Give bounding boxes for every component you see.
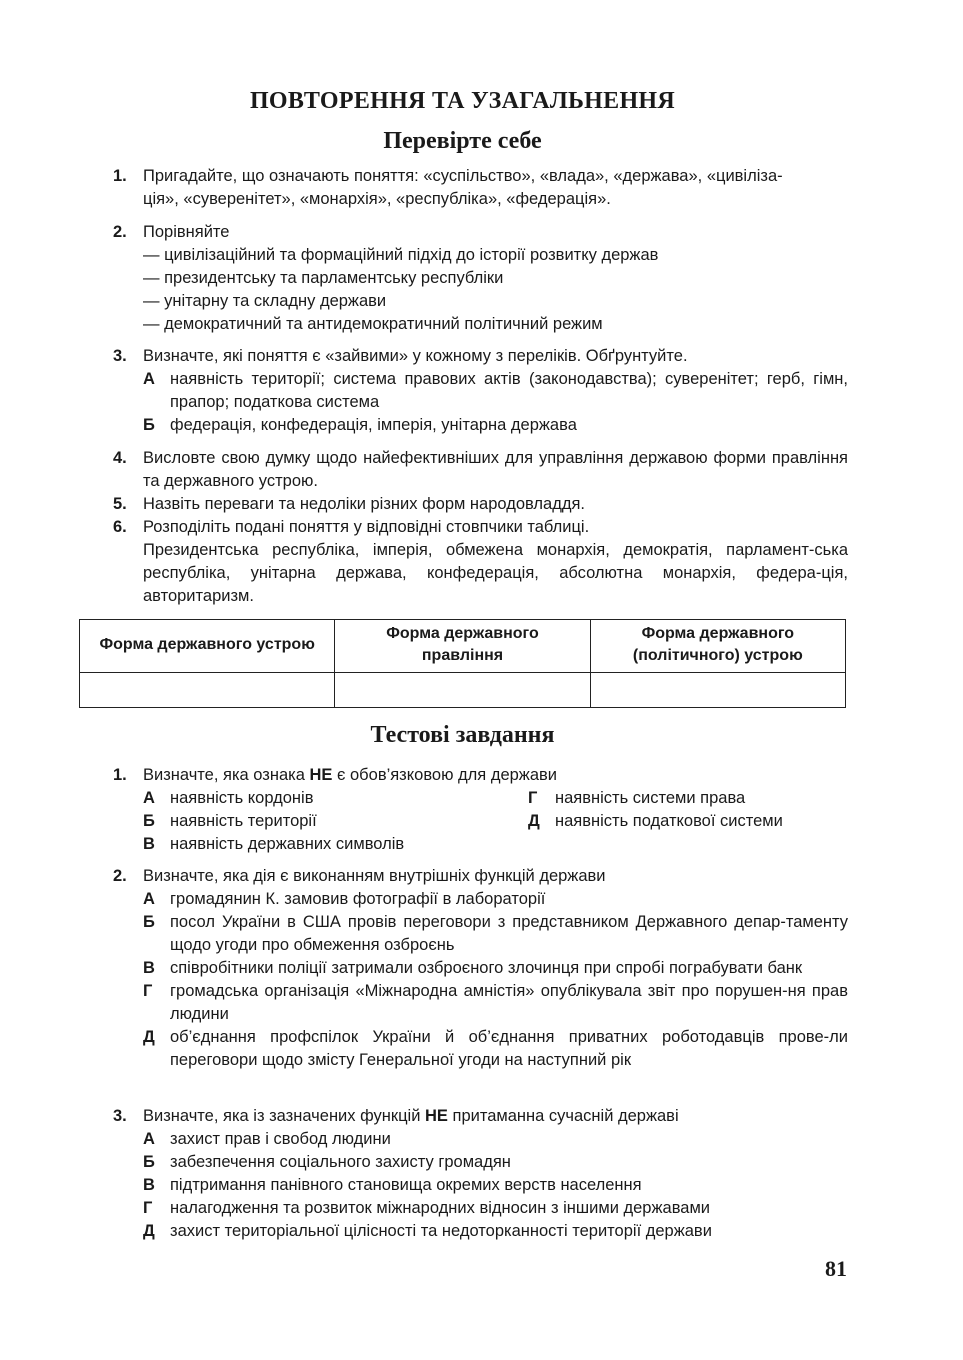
question-number: 2. bbox=[113, 223, 127, 241]
check-question-5 bbox=[113, 493, 848, 516]
option-letter: Б bbox=[143, 416, 155, 434]
answer-option bbox=[143, 888, 848, 911]
question-text-line: — унітарну та складну держави bbox=[143, 292, 387, 310]
option-letter: В bbox=[143, 835, 155, 853]
option-letter: А bbox=[143, 789, 155, 807]
option-letter: Д bbox=[143, 1222, 155, 1240]
answer-option bbox=[143, 1220, 848, 1243]
option-text: об’єднання профспілок України й об’єднання приватних роботодавців прове-ли переговори щодо змісту Генеральної угоди на наступний рік bbox=[170, 1028, 848, 1069]
table-cell bbox=[590, 673, 845, 708]
option-letter: Г bbox=[528, 789, 538, 807]
check-question-4 bbox=[113, 447, 848, 493]
question-number: 1. bbox=[113, 167, 127, 185]
test-question-2 bbox=[113, 865, 848, 1072]
option-letter: А bbox=[143, 370, 155, 388]
option-text: наявність державних символів bbox=[170, 835, 405, 853]
question-text: Визначте, яка дія є виконанням внутрішніх функцій держави bbox=[143, 867, 606, 885]
answer-option bbox=[143, 414, 848, 437]
question-text: Визначте, яка ознака НЕ є обов’язковою для держави bbox=[143, 766, 557, 784]
option-letter: Г bbox=[143, 1199, 153, 1217]
check-question-2 bbox=[113, 221, 848, 336]
option-text: громадська організація «Міжнародна амністія» опублікувала звіт про порушен-ня прав людини bbox=[170, 982, 848, 1023]
option-text: захист територіальної цілісності та недоторканності території держави bbox=[170, 1222, 712, 1240]
option-letter: Д bbox=[143, 1028, 155, 1046]
option-letter: В bbox=[143, 959, 155, 977]
table-cell bbox=[80, 673, 335, 708]
option-text: громадянин К. замовив фотографії в лабораторії bbox=[170, 890, 546, 908]
option-letter: А bbox=[143, 1130, 155, 1148]
check-question-1 bbox=[113, 165, 848, 211]
option-text: підтримання панівного становища окремих верств населення bbox=[170, 1176, 642, 1194]
option-text: наявність території bbox=[170, 812, 317, 830]
section-title: ПОВТОРЕННЯ ТА УЗАГАЛЬНЕННЯ bbox=[249, 88, 676, 114]
answer-option bbox=[143, 1151, 848, 1174]
classification-table bbox=[79, 619, 846, 708]
option-letter: А bbox=[143, 890, 155, 908]
option-text: співробітники поліції затримали озброєного злочинця при спробі пограбувати банк bbox=[170, 959, 803, 977]
answer-option bbox=[143, 1174, 848, 1197]
check-question-6 bbox=[113, 516, 848, 608]
option-letter: Б bbox=[143, 913, 155, 931]
table-cell bbox=[335, 673, 590, 708]
table-row bbox=[80, 673, 846, 708]
table-header-cell: Форма державного (політичного) устрою bbox=[590, 620, 845, 673]
answer-option bbox=[143, 1197, 848, 1220]
question-text-line: Президентська республіка, імперія, обмежена монархія, демократія, парламент-ська республіка, унітарна держава, конфедерація, абсолютна монархія, федера-ція, авторитаризм. bbox=[143, 541, 848, 605]
question-text-line: — цивілізаційний та формаційний підхід до історії розвитку держав bbox=[143, 246, 659, 264]
option-letter: Д bbox=[528, 812, 540, 830]
option-text: федерація, конфедерація, імперія, унітарна держава bbox=[170, 416, 577, 434]
option-letter: В bbox=[143, 1176, 155, 1194]
question-text: Визначте, які поняття є «зайвими» у кожному з переліків. Обґрунтуйте. bbox=[143, 347, 688, 365]
test-question-3 bbox=[113, 1105, 848, 1243]
option-text: забезпечення соціального захисту громадян bbox=[170, 1153, 511, 1171]
answer-option bbox=[143, 957, 848, 980]
question-text: Висловте свою думку щодо найефективніших для управління державою форми правління та державного устрою. bbox=[143, 449, 848, 490]
question-text: Визначте, яка із зазначених функцій НЕ притаманна сучасній державі bbox=[143, 1107, 679, 1125]
answer-option bbox=[143, 787, 528, 810]
option-letter: Б bbox=[143, 812, 155, 830]
answer-option bbox=[143, 1026, 848, 1072]
check-yourself-title: Перевірте себе bbox=[383, 128, 542, 154]
test-question-1 bbox=[113, 764, 848, 856]
option-text: захист прав і свобод людини bbox=[170, 1130, 391, 1148]
question-number: 1. bbox=[113, 766, 127, 784]
answer-option bbox=[143, 1128, 848, 1151]
answer-option bbox=[143, 810, 528, 833]
question-text-line: Порівняйте bbox=[143, 223, 230, 241]
question-number: 3. bbox=[113, 1107, 127, 1125]
answer-option bbox=[143, 368, 848, 414]
question-text-line: ція», «суверенітет», «монархія», «республіка», «федерація». bbox=[143, 190, 611, 208]
option-text: наявність території; система правових актів (законодавства); суверенітет; герб, гімн, прапор; податкова система bbox=[170, 370, 848, 411]
answer-option bbox=[143, 833, 528, 856]
answer-option bbox=[143, 911, 848, 957]
table-header-cell: Форма державного устрою bbox=[80, 620, 335, 673]
answer-option bbox=[528, 787, 848, 810]
option-text: наявність податкової системи bbox=[555, 812, 783, 830]
check-question-3 bbox=[113, 345, 848, 437]
question-number: 6. bbox=[113, 518, 127, 536]
option-text: наявність кордонів bbox=[170, 789, 314, 807]
question-text-line: — президентську та парламентську республіки bbox=[143, 269, 504, 287]
table-header-row bbox=[80, 620, 846, 673]
question-number: 5. bbox=[113, 495, 127, 513]
question-number: 4. bbox=[113, 449, 127, 467]
page-number: 81 bbox=[825, 1256, 847, 1281]
question-text-line: Пригадайте, що означають поняття: «суспільство», «влада», «держава», «цивіліза- bbox=[143, 167, 783, 185]
answer-option bbox=[143, 980, 848, 1026]
tests-title: Тестові завдання bbox=[370, 722, 555, 748]
answer-option bbox=[528, 810, 848, 833]
option-letter: Б bbox=[143, 1153, 155, 1171]
question-text-line: — демократичний та антидемократичний політичний режим bbox=[143, 315, 603, 333]
option-letter: Г bbox=[143, 982, 153, 1000]
option-text: налагодження та розвиток міжнародних відносин з іншими державами bbox=[170, 1199, 711, 1217]
question-number: 2. bbox=[113, 867, 127, 885]
question-text: Назвіть переваги та недоліки різних форм народовладдя. bbox=[143, 495, 585, 513]
table-header-cell: Форма державного правління bbox=[335, 620, 590, 673]
option-text: наявність системи права bbox=[555, 789, 746, 807]
option-text: посол України в США провів переговори з представником Державного депар-таменту щодо угоди про обмеження озброєнь bbox=[170, 913, 848, 954]
question-text-line: Розподіліть подані поняття у відповідні стовпчики таблиці. bbox=[143, 518, 590, 536]
question-number: 3. bbox=[113, 347, 127, 365]
